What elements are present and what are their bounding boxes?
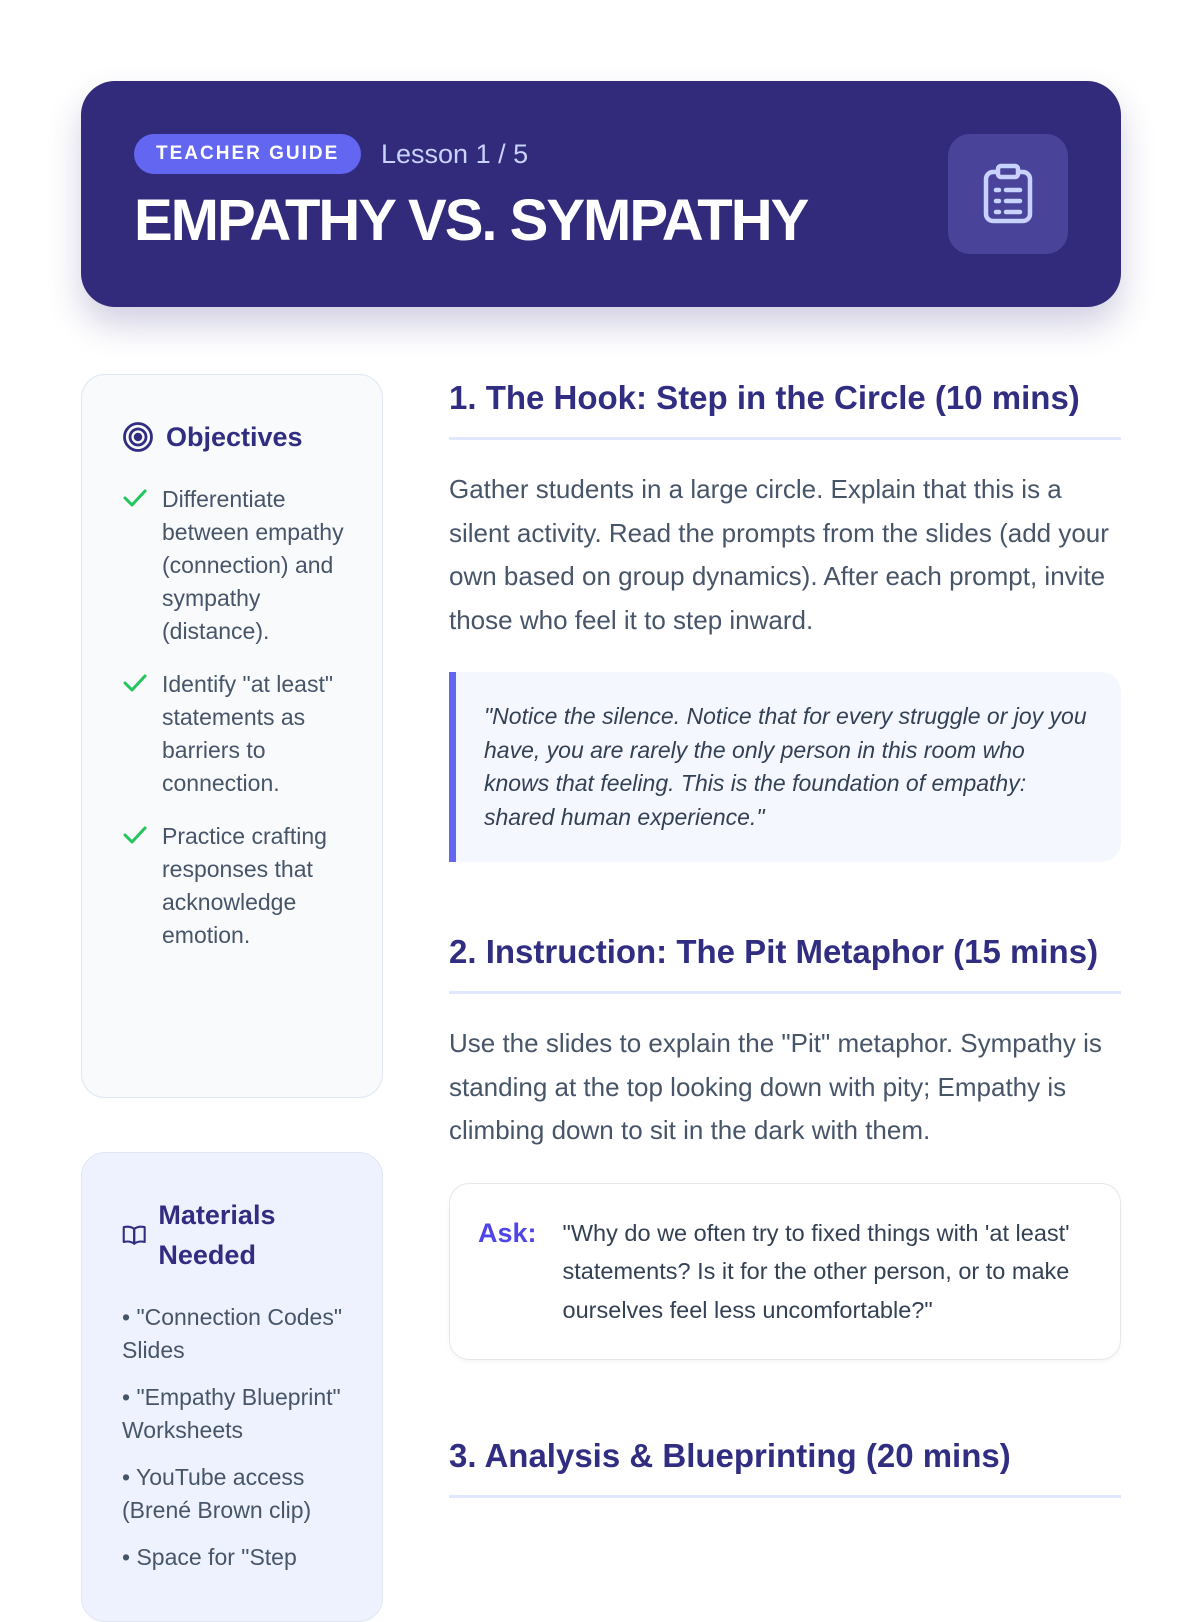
materials-header bbox=[122, 1195, 352, 1275]
material-item: • "Connection Codes" Slides bbox=[122, 1304, 343, 1363]
materials-list bbox=[122, 1301, 352, 1574]
lesson-counter: Lesson 1 / 5 bbox=[381, 139, 529, 169]
clipboard-button[interactable] bbox=[948, 134, 1068, 254]
quote-text: "Notice the silence. Notice that for every struggle or joy you have, you are rarely the only person in this room who knows that feeling. This is the foundation of empathy: shared human experience." bbox=[484, 703, 1087, 830]
objective-text: Practice crafting responses that acknowledge emotion. bbox=[162, 823, 327, 948]
header-banner bbox=[81, 81, 1121, 307]
ask-text: "Why do we often try to fixed things with 'at least' statements? Is it for the other person, or to make ourselves feel less uncomfortable?" bbox=[562, 1219, 1070, 1323]
section-body: Use the slides to explain the "Pit" metaphor. Sympathy is standing at the top looking down with pity; Empathy is climbing down to sit in the dark with them. bbox=[449, 1028, 1102, 1145]
book-open-icon bbox=[122, 1222, 146, 1248]
clipboard-icon bbox=[980, 163, 1036, 225]
check-icon bbox=[122, 487, 148, 509]
section-body: Gather students in a large circle. Explain that this is a silent activity. Read the prompts from the slides (add your own based on group dynamics). After each prompt, invite those who feel it to step inward. bbox=[449, 474, 1109, 635]
lesson-content bbox=[449, 374, 1121, 1498]
objectives-title: Objectives bbox=[166, 422, 303, 452]
materials-title: Materials Needed bbox=[158, 1200, 276, 1270]
objective-item bbox=[122, 483, 352, 648]
teacher-guide-badge: TEACHER GUIDE bbox=[134, 134, 361, 174]
objective-item bbox=[122, 820, 352, 952]
ask-label: Ask: bbox=[478, 1217, 537, 1248]
material-item: • Space for "Step bbox=[122, 1544, 297, 1570]
section-instruction bbox=[449, 928, 1121, 1360]
target-icon bbox=[122, 421, 154, 453]
section-analysis bbox=[449, 1432, 1121, 1498]
section-title: 3. Analysis & Blueprinting (20 mins) bbox=[449, 1432, 1121, 1498]
materials-card bbox=[81, 1152, 383, 1622]
quote-callout bbox=[449, 672, 1121, 862]
objectives-list bbox=[122, 483, 352, 952]
section-title: 2. Instruction: The Pit Metaphor (15 mins) bbox=[449, 928, 1121, 994]
objectives-header bbox=[122, 417, 352, 457]
ask-callout bbox=[449, 1183, 1121, 1361]
objectives-card bbox=[81, 374, 383, 1098]
material-item: • "Empathy Blueprint" Worksheets bbox=[122, 1384, 341, 1443]
objective-text: Identify "at least" statements as barriers to connection. bbox=[162, 671, 334, 796]
objective-text: Differentiate between empathy (connection) and sympathy (distance). bbox=[162, 486, 344, 644]
page-title: EMPATHY VS. SYMPATHY bbox=[134, 188, 808, 253]
check-icon bbox=[122, 672, 148, 694]
check-icon bbox=[122, 824, 148, 846]
material-item: • YouTube access (Brené Brown clip) bbox=[122, 1464, 312, 1523]
section-title: 1. The Hook: Step in the Circle (10 mins) bbox=[449, 374, 1121, 440]
section-hook bbox=[449, 374, 1121, 862]
objective-item bbox=[122, 668, 352, 800]
